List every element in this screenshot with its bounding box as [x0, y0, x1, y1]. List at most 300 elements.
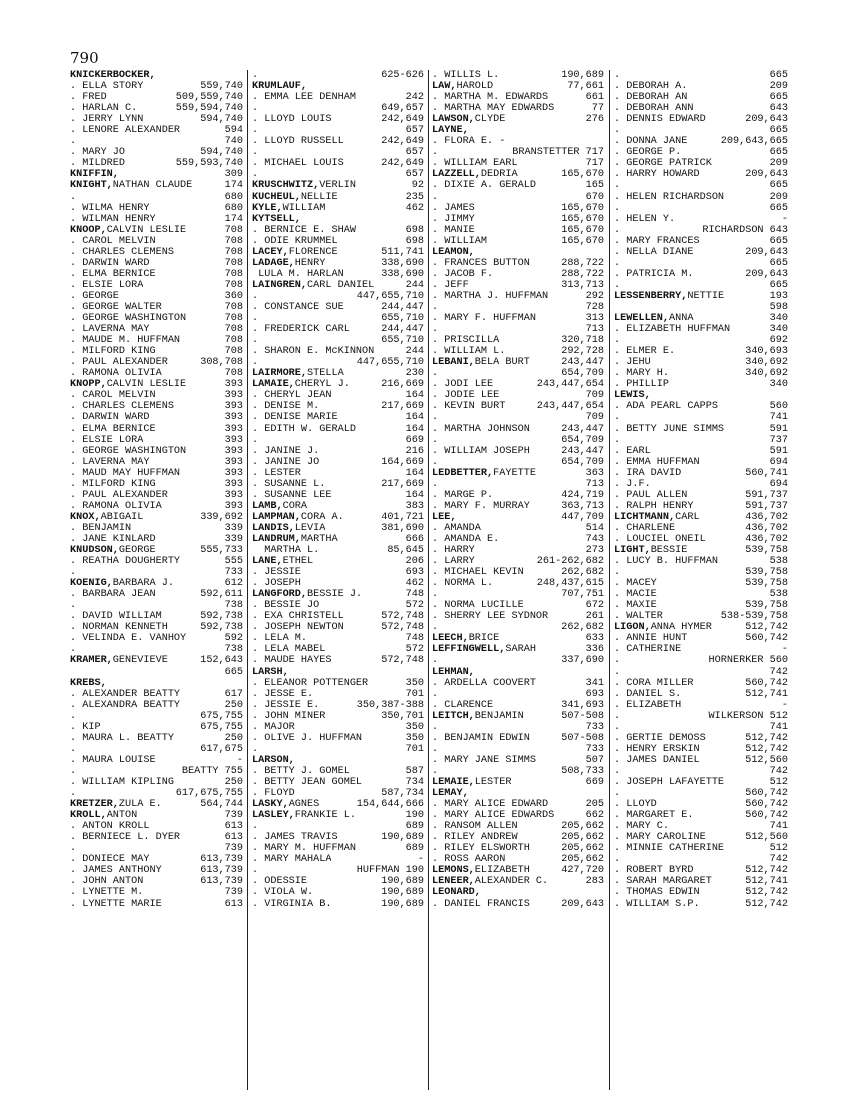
index-entry: [70, 534, 243, 545]
entry-name: .: [252, 335, 259, 347]
entry-name: . MARTHA JOHNSON: [432, 423, 530, 435]
entry-pages: [241, 678, 243, 689]
entry-pages: 713: [585, 324, 604, 336]
entry-pages: 657: [405, 125, 424, 137]
entry-pages: 654,709: [561, 434, 604, 446]
entry-pages: 292,728: [561, 346, 604, 358]
entry-name: . ROSS AARON: [432, 854, 506, 866]
entry-pages: 633: [585, 633, 604, 645]
entry-name: . LELA MABEL: [252, 644, 326, 656]
entry-pages: HORNERKER 560: [708, 655, 788, 667]
entry-name: LAWSON,CLYDE: [432, 114, 506, 126]
entry-pages: 708: [224, 346, 243, 358]
entry-name: .: [70, 644, 77, 656]
entry-pages: 261: [585, 611, 604, 623]
entry-name: KRETZER,ZULA E.: [70, 799, 162, 811]
entry-name: . PAUL ALEXANDER: [70, 489, 168, 501]
index-entry: [252, 843, 424, 854]
entry-name: . HELEN RICHARDSON: [614, 191, 725, 203]
entry-name: . JANINE J.: [252, 445, 320, 457]
entry-name: LANDIS,LEVIA: [252, 522, 326, 534]
entry-pages: 243,447: [561, 423, 604, 435]
entry-name: LANE,ETHEL: [252, 556, 314, 568]
index-entry: [432, 390, 604, 401]
entry-pages: 709: [585, 412, 604, 424]
entry-name: . ALEXANDRA BEATTY: [70, 699, 181, 711]
entry-name: LEAMON,: [432, 246, 475, 258]
entry-pages: 613,739: [200, 854, 243, 866]
entry-name: . GEORGE PATRICK: [614, 158, 712, 170]
entry-name: . DIXIE A. GERALD: [432, 180, 536, 192]
index-entry: [70, 899, 243, 910]
entry-pages: 741: [769, 821, 788, 833]
entry-pages: 708: [224, 368, 243, 380]
index-entry: [614, 269, 788, 280]
entry-name: . HELEN Y.: [614, 213, 676, 225]
index-entry: [70, 490, 243, 501]
entry-name: . LYNETTE MARIE: [70, 898, 162, 910]
entry-pages: 165,670: [561, 169, 604, 181]
index-entry: [614, 501, 788, 512]
entry-name: . VIRGINIA B.: [252, 898, 332, 910]
index-entry: [432, 169, 604, 180]
index-entry: [70, 335, 243, 346]
entry-pages: 742: [769, 854, 788, 866]
entry-name: . MAXIE: [614, 600, 657, 612]
entry-pages: 739: [224, 810, 243, 822]
entry-pages: 393: [224, 434, 243, 446]
entry-name: . EMMA LEE DENHAM: [252, 92, 356, 104]
index-entry: [432, 711, 604, 722]
entry-pages: 209,643: [745, 114, 788, 126]
index-entry: [252, 214, 424, 225]
index-entry: [70, 523, 243, 534]
entry-name: . WILLIAM: [432, 235, 488, 247]
index-entry: [252, 468, 424, 479]
entry-pages: [422, 667, 424, 678]
entry-pages: 209: [769, 158, 788, 170]
index-entry: [614, 203, 788, 214]
entry-name: . WILLIS L.: [432, 70, 500, 81]
entry-name: . BARBARA JEAN: [70, 589, 156, 601]
index-entry: [70, 291, 243, 302]
entry-name: . ELIZABETH HUFFMAN: [614, 324, 731, 336]
entry-pages: 292: [585, 290, 604, 302]
index-entry: [614, 755, 788, 766]
entry-name: .: [432, 412, 439, 424]
entry-name: LAZZELL,DEDRIA: [432, 169, 518, 181]
entry-pages: 594,740: [200, 114, 243, 126]
entry-pages: 340: [769, 379, 788, 391]
index-entry: [70, 379, 243, 390]
entry-pages: 560,742: [745, 810, 788, 822]
index-entry: [614, 70, 788, 81]
index-entry: [614, 655, 788, 666]
entry-name: .: [70, 788, 77, 800]
index-entry: [432, 832, 604, 843]
entry-pages: 511,741: [381, 246, 424, 258]
entry-name: .: [432, 743, 439, 755]
entry-name: . WILLIAM S.P.: [614, 898, 700, 910]
entry-pages: 250: [224, 732, 243, 744]
entry-pages: 512,742: [745, 887, 788, 899]
entry-name: . JEHU: [614, 357, 651, 369]
entry-pages: 708: [224, 324, 243, 336]
index-entry: [614, 589, 788, 600]
entry-name: . LAVERNA MAY: [70, 324, 150, 336]
index-entry: [252, 567, 424, 578]
entry-pages: 514: [585, 522, 604, 534]
entry-name: . JERRY LYNN: [70, 114, 144, 126]
index-entry: [614, 236, 788, 247]
entry-pages: 694: [769, 478, 788, 490]
index-entry: [252, 335, 424, 346]
index-entry: [614, 733, 788, 744]
entry-pages: 512: [769, 777, 788, 788]
index-entry: [252, 876, 424, 887]
index-entry: [614, 865, 788, 876]
index-entry: [252, 766, 424, 777]
index-entry: [432, 678, 604, 689]
entry-pages: 591: [769, 445, 788, 457]
entry-name: .: [432, 191, 439, 203]
entry-name: . GEORGE: [70, 290, 119, 302]
entry-pages: 649,657: [381, 103, 424, 115]
entry-pages: 564,744: [200, 799, 243, 811]
index-entry: [614, 644, 788, 655]
entry-name: . JODI LEE: [432, 379, 494, 391]
entry-pages: [241, 70, 243, 81]
index-entry: [614, 346, 788, 357]
entry-pages: 739: [224, 843, 243, 855]
entry-pages: 617,675: [200, 743, 243, 755]
index-entry: [432, 534, 604, 545]
index-entry: [614, 799, 788, 810]
entry-name: . HARRY: [432, 545, 475, 557]
entry-name: . HENRY ERSKIN: [614, 743, 700, 755]
index-entry: [614, 291, 788, 302]
index-entry: [70, 203, 243, 214]
index-entry: [432, 313, 604, 324]
entry-pages: 262,682: [561, 567, 604, 579]
index-entry: [432, 335, 604, 346]
entry-name: KNOOP,CALVIN LESLIE: [70, 224, 187, 236]
entry-name: . SHARON E. McKINNON: [252, 346, 375, 358]
entry-pages: 190,689: [381, 898, 424, 910]
entry-pages: 209,643: [745, 169, 788, 181]
entry-pages: 165,670: [561, 235, 604, 247]
entry-name: . MARY FRANCES: [614, 235, 700, 247]
entry-pages: 242,649: [381, 136, 424, 148]
entry-name: .: [252, 125, 259, 137]
entry-name: . MARY MAHALA: [252, 854, 332, 866]
index-entry: [252, 346, 424, 357]
entry-name: . ADA PEARL CAPPS: [614, 401, 718, 413]
entry-name: . WILLIAM JOSEPH: [432, 445, 530, 457]
index-entry: [252, 777, 424, 788]
index-entry: [70, 799, 243, 810]
index-entry: [70, 865, 243, 876]
entry-pages: 555: [224, 556, 243, 568]
entry-pages: WILKERSON 512: [708, 710, 788, 722]
index-entry: [432, 158, 604, 169]
entry-name: . LAVERNA MAY: [70, 456, 150, 468]
index-entry: [252, 633, 424, 644]
entry-pages: 708: [224, 257, 243, 269]
entry-name: .: [614, 788, 621, 800]
entry-name: . NORMA L.: [432, 578, 494, 590]
index-entry: [614, 180, 788, 191]
entry-pages: 217,669: [381, 478, 424, 490]
index-entry: [252, 700, 424, 711]
entry-name: . IRA DAVID: [614, 467, 682, 479]
index-entry: [614, 479, 788, 490]
entry-pages: 592,611: [200, 589, 243, 601]
entry-name: .: [432, 655, 439, 667]
index-entry: [614, 821, 788, 832]
index-entry: [252, 479, 424, 490]
entry-name: KREBS,: [70, 677, 107, 689]
index-entry: [614, 81, 788, 92]
index-entry: [70, 357, 243, 368]
index-entry: [614, 92, 788, 103]
entry-name: . ARDELLA COOVERT: [432, 677, 536, 689]
entry-name: .: [70, 567, 77, 579]
index-entry: [614, 457, 788, 468]
index-entry: [252, 589, 424, 600]
index-entry: [432, 280, 604, 291]
entry-pages: 587: [405, 765, 424, 777]
index-entry: [614, 887, 788, 898]
index-entry: [432, 412, 604, 423]
entry-pages: 748: [405, 633, 424, 645]
entry-pages: 742: [769, 765, 788, 777]
entry-pages: 708: [224, 268, 243, 280]
entry-name: . SARAH MARGARET: [614, 876, 712, 888]
index-entry: [70, 136, 243, 147]
entry-name: . J.F.: [614, 478, 651, 490]
entry-name: . FREDERICK CARL: [252, 324, 350, 336]
index-entry: [432, 136, 604, 147]
entry-name: . PAUL ALEXANDER: [70, 357, 168, 369]
entry-pages: 436,702: [745, 533, 788, 545]
entry-pages: 709: [585, 390, 604, 402]
entry-name: .: [432, 324, 439, 336]
entry-name: LEHMAN,: [432, 666, 475, 678]
entry-name: . JAMES DANIEL: [614, 754, 700, 766]
index-entry: [432, 777, 604, 788]
entry-pages: 560,741: [745, 467, 788, 479]
entry-pages: 164: [405, 390, 424, 402]
entry-name: . JOHN MINER: [252, 710, 326, 722]
entry-name: . CHARLES CLEMENS: [70, 401, 174, 413]
entry-pages: 393: [224, 423, 243, 435]
entry-name: . PHILLIP: [614, 379, 670, 391]
entry-pages: 337,690: [561, 655, 604, 667]
index-entry: [252, 854, 424, 865]
entry-pages: 320,718: [561, 335, 604, 347]
index-entry: [614, 324, 788, 335]
entry-pages: 741: [769, 412, 788, 424]
entry-pages: 559,740: [200, 81, 243, 93]
entry-pages: 308,708: [200, 357, 243, 369]
entry-name: .: [252, 743, 259, 755]
entry-name: . EARL: [614, 445, 651, 457]
entry-name: . GEORGE WASHINGTON: [70, 445, 187, 457]
entry-pages: 594,740: [200, 147, 243, 159]
entry-pages: 164: [405, 489, 424, 501]
entry-name: . WILLIAM KIPLING: [70, 777, 174, 788]
entry-pages: 363: [585, 467, 604, 479]
entry-pages: 592: [224, 633, 243, 645]
entry-name: . DENISE MARIE: [252, 412, 338, 424]
entry-pages: 572: [405, 644, 424, 656]
index-entry: [70, 678, 243, 689]
entry-pages: 393: [224, 489, 243, 501]
entry-name: . WILMAN HENRY: [70, 213, 156, 225]
entry-pages: 447,655,710: [356, 357, 424, 369]
index-entry: [70, 125, 243, 136]
entry-name: . ODIE KRUMMEL: [252, 235, 338, 247]
index-entry: [614, 523, 788, 534]
entry-pages: 360: [224, 290, 243, 302]
index-entry: [614, 247, 788, 258]
entry-name: . JOSEPH LAFAYETTE: [614, 777, 725, 788]
index-entry: [252, 611, 424, 622]
entry-name: . MARY CAROLINE: [614, 832, 706, 844]
index-entry: [614, 335, 788, 346]
index-entry: [70, 810, 243, 821]
entry-name: KRUMLAUF,: [252, 81, 308, 93]
index-entry: [432, 755, 604, 766]
entry-name: . SHERRY LEE SYDNOR: [432, 611, 549, 623]
index-entry: [252, 180, 424, 191]
entry-pages: 741: [769, 721, 788, 733]
entry-name: . BETTY JUNE SIMMS: [614, 423, 725, 435]
index-entry: [252, 865, 424, 876]
entry-name: . DEBORAH ANN: [614, 103, 694, 115]
entry-pages: 661: [585, 92, 604, 104]
entry-name: .: [432, 478, 439, 490]
index-entry: [70, 346, 243, 357]
entry-name: .: [432, 721, 439, 733]
entry-name: KOENIG,BARBARA J.: [70, 578, 174, 590]
entry-pages: BEATTY 755: [181, 765, 243, 777]
index-entry: [70, 854, 243, 865]
entry-pages: 393: [224, 412, 243, 424]
entry-pages: 539,758: [745, 567, 788, 579]
entry-pages: 572,748: [381, 611, 424, 623]
entry-name: .: [70, 600, 77, 612]
index-entry: [432, 843, 604, 854]
entry-pages: 560,742: [745, 677, 788, 689]
entry-name: . MARY ALICE EDWARDS: [432, 810, 555, 822]
entry-name: .: [252, 865, 259, 877]
entry-pages: 737: [769, 434, 788, 446]
index-entry: [70, 468, 243, 479]
index-entry: [432, 424, 604, 435]
index-entry: [70, 258, 243, 269]
index-entry: [432, 865, 604, 876]
index-entry: [70, 81, 243, 92]
index-entry: [614, 379, 788, 390]
index-entry: [70, 280, 243, 291]
index-entry: [70, 479, 243, 490]
entry-pages: 393: [224, 390, 243, 402]
entry-pages: 216,669: [381, 379, 424, 391]
entry-name: . BENJAMIN EDWIN: [432, 732, 530, 744]
index-entry: [70, 821, 243, 832]
index-entry: [614, 689, 788, 700]
entry-pages: 512,741: [745, 876, 788, 888]
index-entry: [614, 567, 788, 578]
index-entry: [252, 247, 424, 258]
entry-pages: 708: [224, 224, 243, 236]
index-entry: [614, 214, 788, 225]
entry-pages: 206: [405, 556, 424, 568]
entry-pages: 738: [224, 644, 243, 656]
entry-pages: 733: [224, 567, 243, 579]
entry-pages: 654,709: [561, 368, 604, 380]
column-divider: [609, 70, 610, 1090]
index-entry: [252, 832, 424, 843]
entry-pages: 560,742: [745, 633, 788, 645]
entry-name: . DONNA JANE: [614, 136, 688, 148]
entry-pages: 512,742: [745, 622, 788, 634]
entry-pages: 680: [224, 202, 243, 214]
page-number: 790: [70, 49, 99, 67]
entry-pages: RICHARDSON 643: [702, 224, 788, 236]
entry-name: .: [614, 710, 621, 722]
entry-name: . RILEY ELSWORTH: [432, 843, 530, 855]
index-column-4: [614, 70, 788, 1090]
entry-pages: 512,560: [745, 832, 788, 844]
index-entry: [252, 269, 424, 280]
entry-name: . MARY C.: [614, 821, 670, 833]
entry-name: . JESSIE E.: [252, 699, 320, 711]
entry-pages: 174: [224, 180, 243, 192]
index-entry: [252, 689, 424, 700]
entry-name: . MARY ALICE EDWARD: [432, 799, 549, 811]
index-entry: [432, 401, 604, 412]
entry-name: . LUCY B. HUFFMAN: [614, 556, 718, 568]
entry-name: . RILEY ANDREW: [432, 832, 518, 844]
index-entry: [252, 280, 424, 291]
entry-name: KUCHEUL,NELLIE: [252, 191, 338, 203]
index-entry: [252, 733, 424, 744]
entry-name: . LOUCIEL ONEIL: [614, 533, 706, 545]
entry-name: .: [614, 70, 621, 81]
entry-name: . ANNIE HUNT: [614, 633, 688, 645]
entry-name: . SUSANNE L.: [252, 478, 326, 490]
index-entry: [70, 843, 243, 854]
entry-pages: 512,560: [745, 754, 788, 766]
entry-name: . PRISCILLA: [432, 335, 500, 347]
entry-pages: 742: [769, 666, 788, 678]
entry-pages: 665: [769, 257, 788, 269]
entry-pages: 193: [769, 290, 788, 302]
entry-pages: 560: [769, 401, 788, 413]
entry-pages: 657: [405, 169, 424, 181]
entry-pages: 381,690: [381, 522, 424, 534]
index-entry: [252, 158, 424, 169]
entry-name: . JANE KINLARD: [70, 533, 156, 545]
index-entry: [432, 446, 604, 457]
index-entry: [432, 733, 604, 744]
entry-name: LEONARD,: [432, 887, 481, 899]
entry-pages: 507-508: [561, 710, 604, 722]
index-entry: [70, 302, 243, 313]
